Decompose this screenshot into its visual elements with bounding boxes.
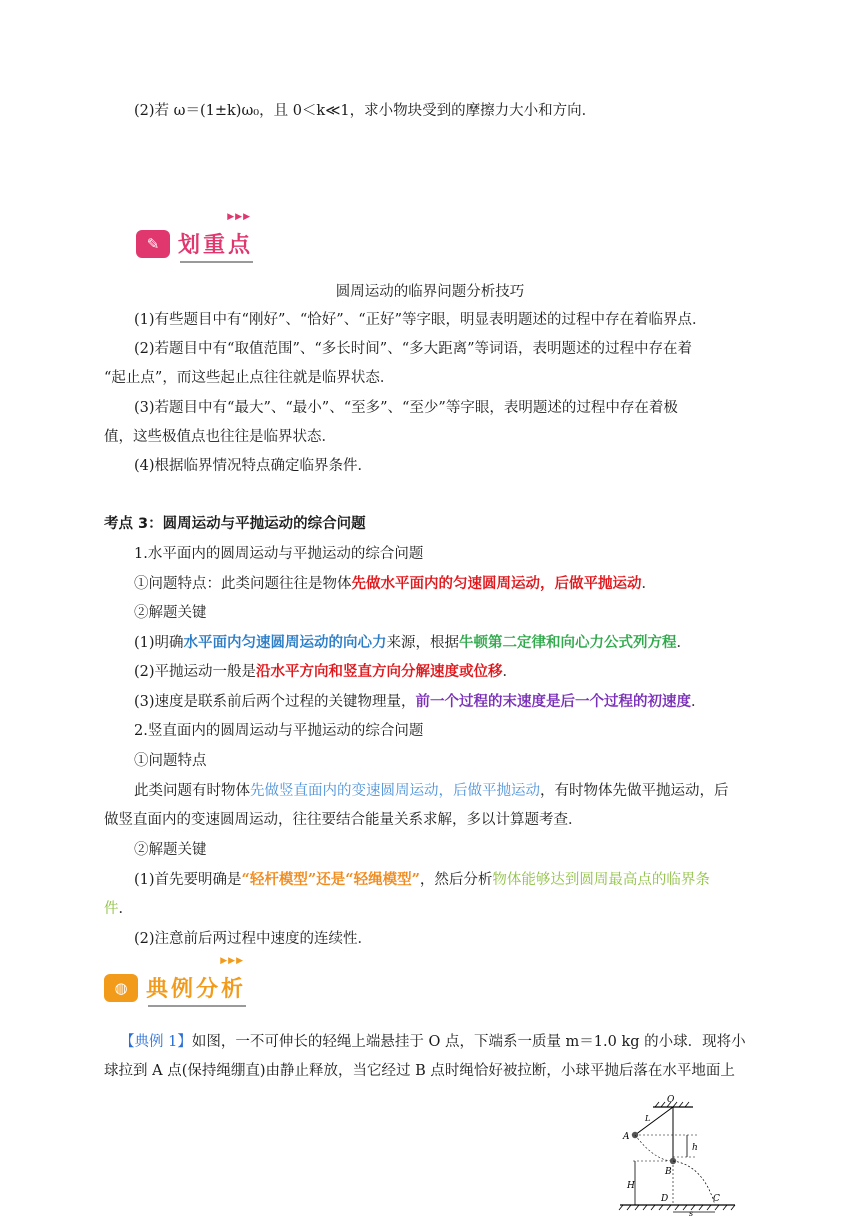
badge-underline <box>148 1005 246 1007</box>
label-A: A <box>623 1132 630 1142</box>
arrows-icon: ▶▶▶ <box>220 956 245 966</box>
pendulum-figure <box>615 1095 740 1216</box>
key-points-label: 划重点 <box>178 233 254 258</box>
line-6: (1)首先要明确是“轻杆模型”还是“轻绳模型”，然后分析物体能够达到圆周最高点的临界条 <box>134 871 710 888</box>
globe-icon: ◍ <box>104 974 138 1002</box>
tip-2-b: “起止点”，而这些起止点往往就是临界状态． <box>104 370 395 386</box>
section-title: 圆周运动的临界问题分析技巧 <box>335 284 525 300</box>
example-1-line-b: 球拉到 A 点(保持绳绷直)由静止释放，当它经过 B 点时绳恰好被拉断，小球平抛后落在水平地面上 <box>104 1063 735 1079</box>
examples-label: 典例分析 <box>146 977 247 1002</box>
badge-underline <box>180 261 253 263</box>
line-1: ①问题特点：此类问题往往是物体先做水平面内的匀速圆周运动，后做平抛运动． <box>134 575 656 592</box>
examples-badge <box>104 956 247 1003</box>
label-C: C <box>713 1194 720 1204</box>
line-6-b: 件． <box>104 901 133 917</box>
tip-3-b: 值，这些极值点也往往是临界状态． <box>104 429 336 445</box>
line-3: (2)平抛运动一般是沿水平方向和竖直方向分解速度或位移． <box>134 663 518 680</box>
tip-2-a: (2)若题目中有“取值范围”、“多长时间”、“多大距离”等词语，表明题述的过程中存在着 <box>134 341 693 357</box>
example-tag: 【典例 1】 <box>120 1034 192 1050</box>
label-L: L <box>645 1114 651 1123</box>
example-1-line-a: 【典例 1】如图，一不可伸长的轻绳上端悬挂于 O 点，下端系一质量 m＝1.0 kg 的小球．现将小 <box>120 1034 746 1050</box>
key-points-badge <box>136 212 254 259</box>
label-s: s <box>689 1209 694 1216</box>
key-1: ②解题关键 <box>134 605 207 621</box>
heading-1: 1.水平面内的圆周运动与平抛运动的综合问题 <box>134 546 424 562</box>
feature-2: ①问题特点 <box>134 753 207 769</box>
label-H: H <box>627 1181 635 1191</box>
line-2: (1)明确水平面内匀速圆周运动的向心力来源，根据牛顿第二定律和向心力公式列方程． <box>134 634 692 651</box>
arrows-icon: ▶▶▶ <box>227 212 252 222</box>
question-2: (2)若 ω＝(1±k)ω₀，且 0＜k≪1，求小物块受到的摩擦力大小和方向． <box>134 103 597 119</box>
pencil-icon: ✎ <box>136 230 170 258</box>
heading-2: 2.竖直面内的圆周运动与平抛运动的综合问题 <box>134 723 424 739</box>
label-O: O <box>667 1095 675 1105</box>
line-5-b: 做竖直面内的变速圆周运动，往往要结合能量关系求解，多以计算题考查． <box>104 812 583 828</box>
kp3-title: 考点 3：圆周运动与平抛运动的综合问题 <box>104 516 366 532</box>
label-h: h <box>692 1143 698 1153</box>
key-2: ②解题关键 <box>134 842 207 858</box>
tip-3-a: (3)若题目中有“最大”、“最小”、“至多”、“至少”等字眼，表明题述的过程中存在着极 <box>134 400 678 416</box>
tip-4: (4)根据临界情况特点确定临界条件． <box>134 458 373 474</box>
tip-1: (1)有些题目中有“刚好”、“恰好”、“正好”等字眼，明显表明题述的过程中存在着临界点． <box>134 312 707 328</box>
line-7: (2)注意前后两过程中速度的连续性． <box>134 931 373 947</box>
label-B: B <box>665 1167 672 1177</box>
line-4: (3)速度是联系前后两个过程的关键物理量，前一个过程的末速度是后一个过程的初速度． <box>134 693 706 710</box>
label-D: D <box>661 1194 669 1204</box>
line-5: 此类问题有时物体先做竖直面内的变速圆周运动，后做平抛运动，有时物体先做平抛运动，后 <box>134 783 729 799</box>
